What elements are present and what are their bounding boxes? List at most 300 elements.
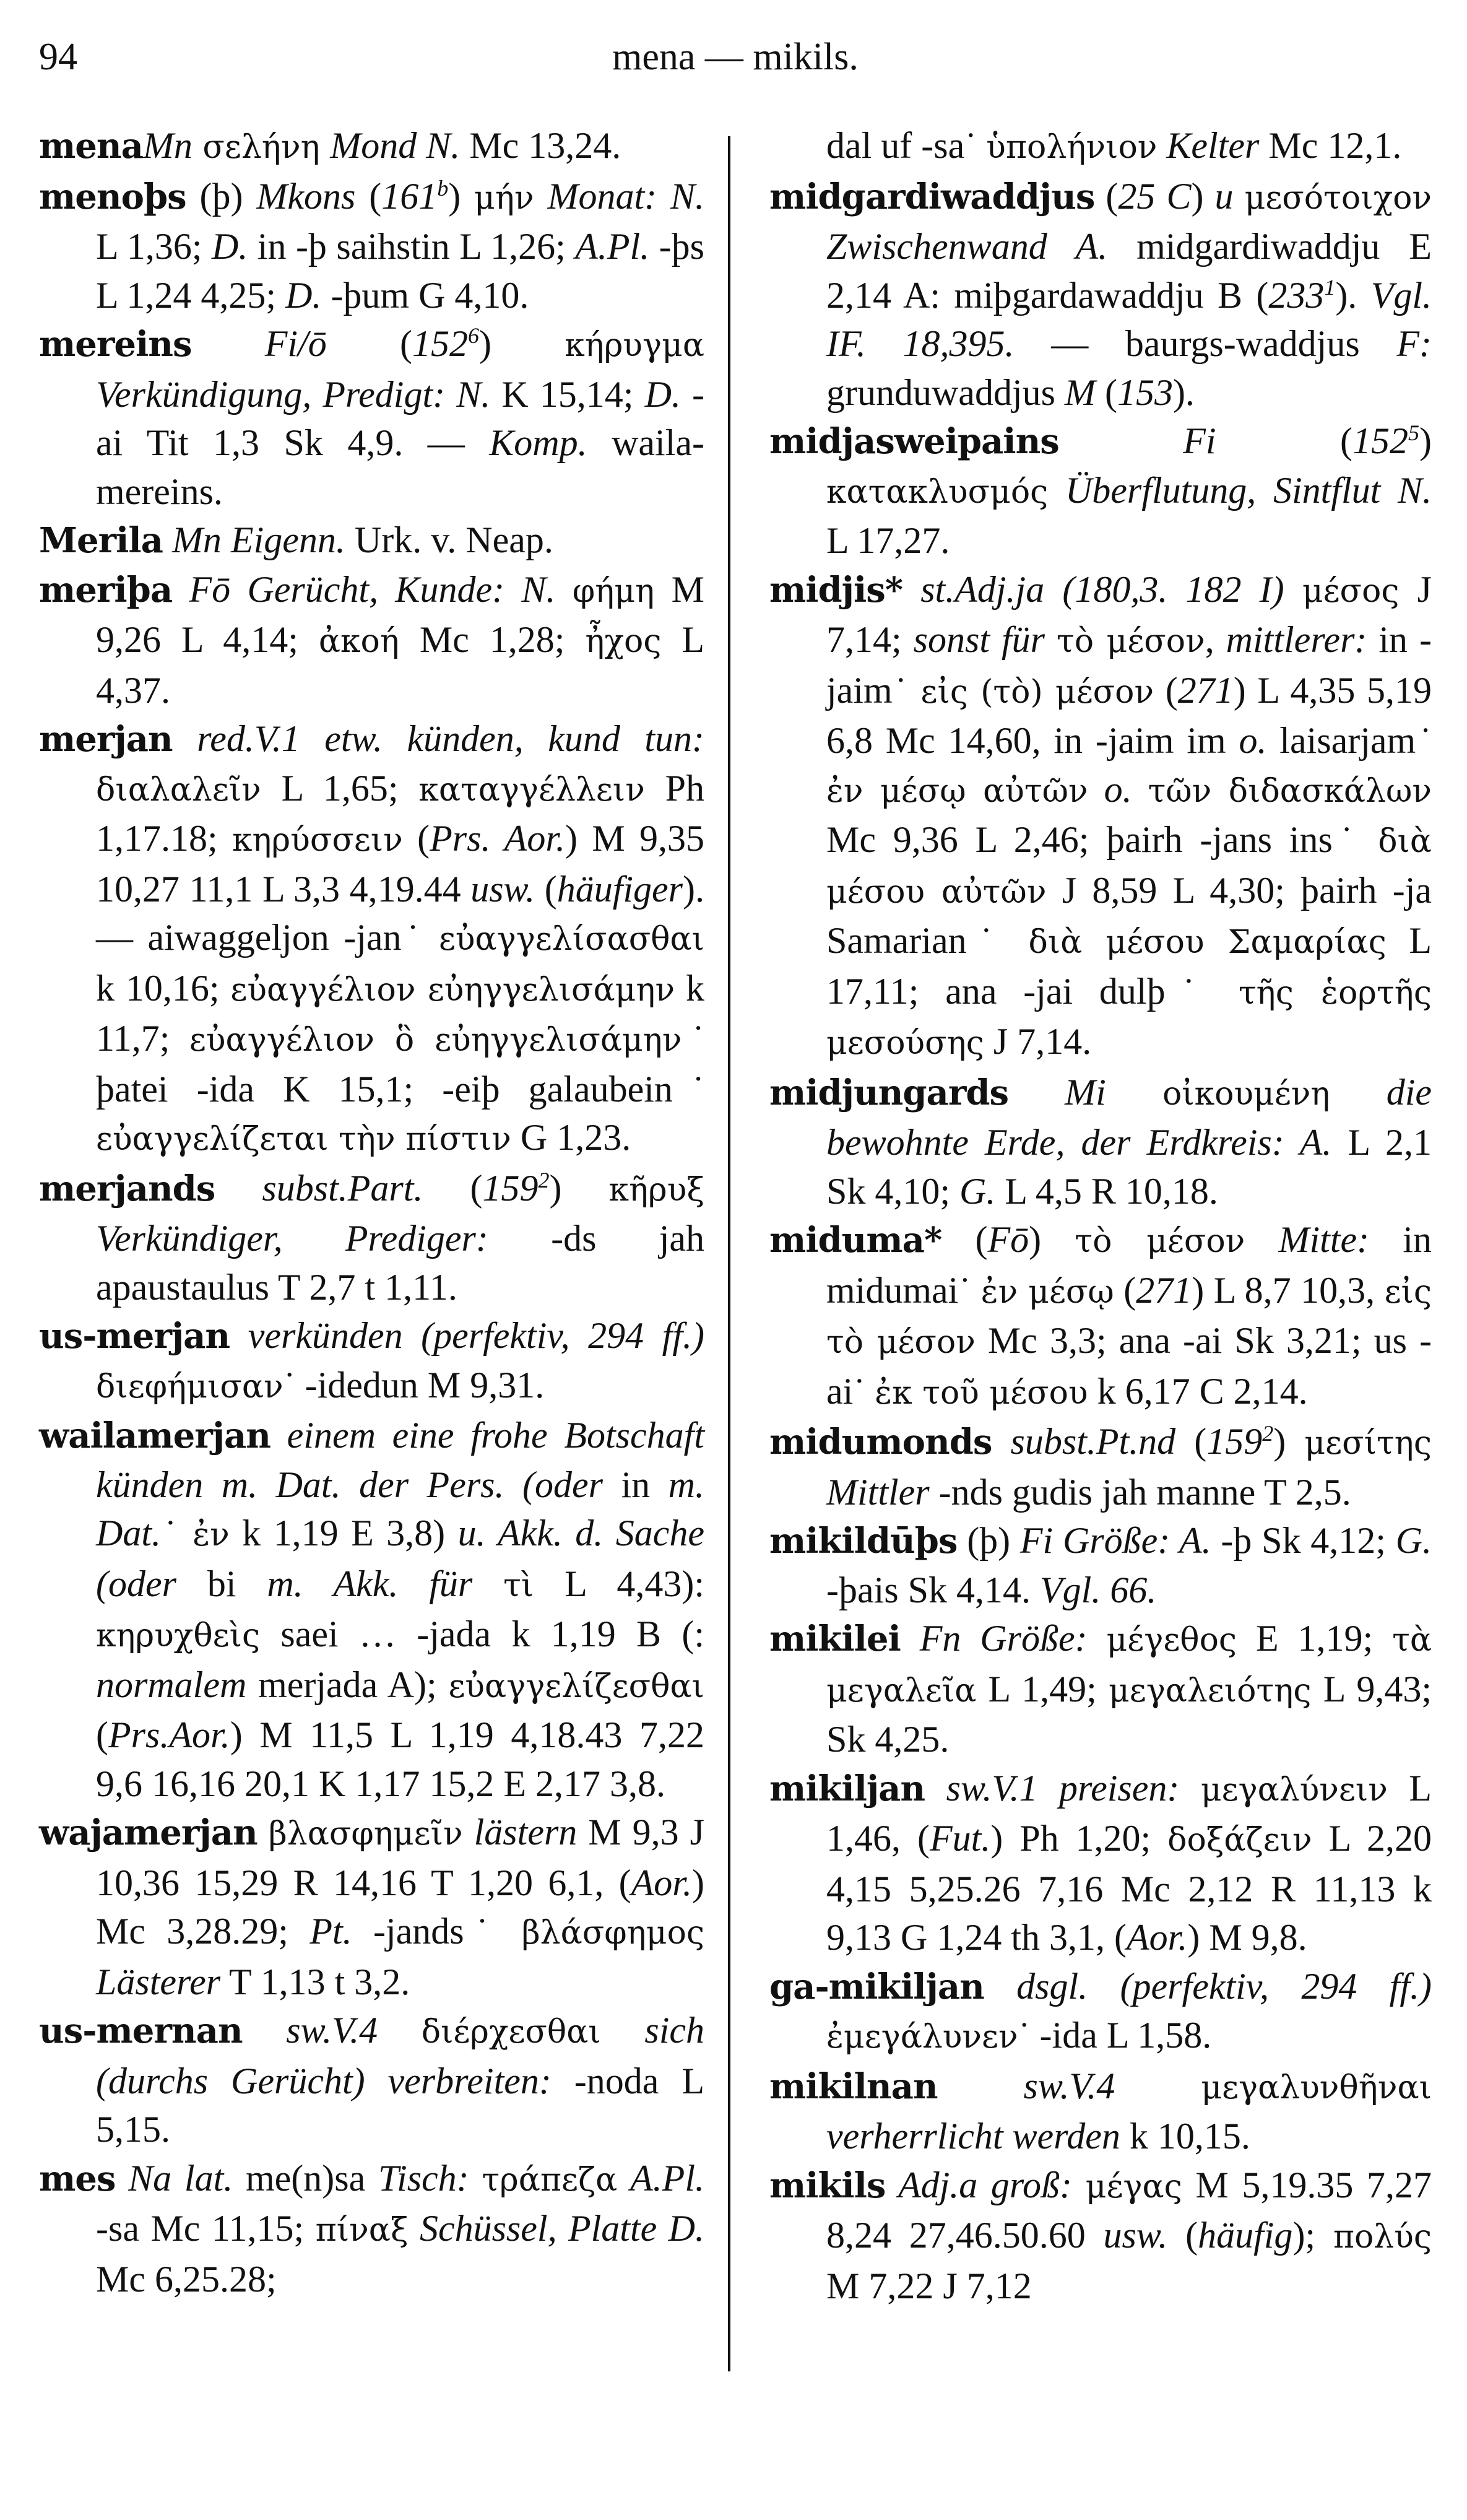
greek-text: πολύς bbox=[1333, 2218, 1432, 2256]
text: , bbox=[1205, 619, 1226, 660]
italic-gloss: A.Pl. bbox=[575, 226, 650, 267]
headword: Merila bbox=[39, 520, 163, 561]
headword: midgardiwaddjus bbox=[769, 176, 1095, 217]
headword: us-mernan bbox=[39, 2010, 243, 2051]
italic-gloss: Überflutung, Sintflut N. bbox=[1065, 469, 1432, 511]
headword: mikiljan bbox=[769, 1768, 925, 1809]
italic-gloss: red.V.1 etw. künden, kund tun: bbox=[172, 718, 704, 759]
text: ). bbox=[1335, 274, 1371, 316]
italic-gloss: M bbox=[1064, 371, 1096, 413]
italic-gloss: Kelter bbox=[1166, 125, 1260, 166]
greek-text: κηρυχθεὶς bbox=[96, 1617, 261, 1654]
greek-text: τὰ μεγαλεῖα bbox=[826, 1622, 1432, 1710]
text: ) bbox=[478, 323, 565, 364]
greek-text: κηρύσσειν bbox=[232, 822, 403, 859]
dictionary-entry bbox=[769, 172, 1432, 417]
italic-gloss: m. Dat. bbox=[96, 1464, 705, 1553]
greek-text: τὸ μέσον bbox=[1056, 623, 1205, 660]
dictionary-entry bbox=[769, 1764, 1432, 1962]
greek-text: μέγας bbox=[1085, 2168, 1182, 2205]
running-head bbox=[39, 32, 1432, 82]
text bbox=[1088, 1618, 1107, 1659]
text: ) bbox=[1029, 1219, 1075, 1260]
dictionary-entry bbox=[39, 2154, 704, 2304]
italic-gloss: u bbox=[1214, 175, 1234, 217]
headword: mes bbox=[39, 2158, 116, 2199]
italic-gloss: Fō Gerücht, Kunde: N. bbox=[172, 568, 556, 610]
greek-text: ἐν μέσῳ bbox=[980, 1273, 1114, 1311]
dictionary-entry bbox=[39, 1311, 704, 1411]
italic-gloss: 271 bbox=[1136, 1269, 1192, 1311]
text bbox=[1284, 569, 1302, 610]
text: grunduwaddjus bbox=[826, 371, 1065, 413]
dictionary-entry bbox=[39, 172, 704, 320]
greek-text: διὰ μέσου αὐτῶν bbox=[826, 823, 1432, 911]
text: ) bbox=[549, 1167, 609, 1209]
page-title: mena — mikils. bbox=[612, 36, 859, 78]
italic-gloss: Fi/ō bbox=[191, 323, 327, 364]
text: J 8,59 L 4,30; þairh -ja Samarian˙ bbox=[826, 869, 1432, 961]
dictionary-entry bbox=[769, 121, 1432, 172]
italic-gloss: normalem bbox=[96, 1664, 247, 1705]
text bbox=[1132, 769, 1148, 810]
text: ) Mc 3,28.29; bbox=[96, 1862, 704, 1952]
italic-gloss: o. bbox=[1239, 720, 1267, 761]
greek-text: διέρχεσθαι bbox=[421, 2014, 601, 2051]
text: laisarjam˙ bbox=[1266, 720, 1432, 761]
greek-text: εἰς (τὸ) μέσον bbox=[920, 673, 1154, 711]
text: k 11,7; bbox=[96, 967, 705, 1059]
italic-gloss: Fi bbox=[1058, 420, 1216, 461]
italic-gloss: mittlerer: bbox=[1226, 619, 1367, 660]
text: L 1,36; bbox=[96, 226, 212, 267]
dictionary-entry bbox=[769, 565, 1432, 1068]
text bbox=[1234, 176, 1245, 217]
text: ( bbox=[1094, 175, 1119, 217]
dictionary-entry bbox=[769, 1516, 1432, 1614]
italic-gloss: Pt. bbox=[309, 1911, 352, 1952]
greek-text: εὐαγγελίζεται τὴν πίστιν bbox=[96, 1121, 511, 1158]
text: merjada A); bbox=[246, 1664, 449, 1705]
italic-gloss: Mond N. bbox=[330, 125, 461, 166]
text: ( bbox=[1175, 1421, 1207, 1462]
text: L 17,11; ana -jai dulþ˙ bbox=[826, 920, 1432, 1012]
text: L 17,27. bbox=[826, 520, 950, 561]
headword: midjungards bbox=[769, 1072, 1009, 1113]
headword: mikilnan bbox=[769, 2066, 938, 2107]
headword: us-merjan bbox=[39, 1316, 230, 1357]
greek-text: ἐκ τοῦ μέσου bbox=[875, 1374, 1088, 1412]
italic-gloss: einem eine frohe Botschaft künden m. Dat. der Pers. (oder bbox=[96, 1415, 704, 1505]
headword: mena bbox=[39, 126, 143, 167]
text bbox=[555, 569, 572, 610]
text: ) bbox=[1419, 420, 1432, 461]
italic-gloss: subst.Part. bbox=[215, 1167, 423, 1209]
italic-gloss: verkünden (perfektiv, 294 ff.) bbox=[230, 1315, 704, 1356]
italic-gloss: Prs. Aor. bbox=[430, 818, 566, 859]
greek-text: κατακλυσμός bbox=[826, 473, 1049, 511]
text bbox=[617, 2158, 630, 2199]
italic-gloss: D. bbox=[285, 274, 322, 316]
italic-gloss: dsgl. (perfektiv, 294 ff.) bbox=[984, 1965, 1432, 2007]
text: M 9,3 J 10,36 15,29 R 14,16 T 1,20 6,1, ( bbox=[96, 1812, 704, 1903]
text: -ds jah apaustaulus T 2,7 t 1,11. bbox=[96, 1218, 704, 1308]
text: L 4,37. bbox=[96, 619, 705, 711]
dictionary-entry bbox=[769, 1417, 1432, 1516]
text: T 1,13 t 3,2. bbox=[220, 1961, 410, 2002]
text: ( bbox=[1167, 2215, 1198, 2256]
text: -nds gudis jah manne T 2,5. bbox=[929, 1471, 1351, 1513]
text bbox=[257, 1812, 269, 1853]
text: k 10,15. bbox=[1120, 2116, 1250, 2157]
dictionary-entry bbox=[769, 417, 1432, 565]
italic-gloss: F: bbox=[1396, 323, 1432, 364]
greek-text: πίναξ bbox=[315, 2212, 409, 2249]
text: ). bbox=[1172, 371, 1195, 413]
italic-gloss: Adj.a groß: bbox=[885, 2164, 1073, 2205]
text: M 9,26 L 4,14; bbox=[96, 568, 704, 660]
greek-text: τῶν διδασκάλων bbox=[1148, 772, 1432, 810]
text: Mc 1,28; bbox=[399, 619, 586, 660]
headword: midjasweipains bbox=[769, 421, 1059, 462]
text: ) bbox=[448, 175, 475, 217]
text: -þais Sk 4,14. bbox=[826, 1569, 1040, 1610]
italic-gloss: Mitte: bbox=[1278, 1219, 1370, 1260]
text: bi bbox=[176, 1563, 267, 1604]
text: L 4,43): bbox=[534, 1563, 705, 1604]
italic-gloss: Monat: N. bbox=[547, 175, 705, 217]
text: K 15,14; bbox=[490, 373, 645, 415]
dictionary-entry bbox=[39, 1164, 704, 1312]
text bbox=[1330, 1072, 1387, 1113]
headword: merjands bbox=[39, 1168, 215, 1209]
text: me(n)sa bbox=[233, 2157, 378, 2199]
text: ( bbox=[941, 1219, 988, 1260]
text: saei … -jada k 1,19 B (: bbox=[260, 1614, 704, 1654]
text: -jands˙ bbox=[352, 1911, 522, 1952]
italic-gloss: 153 bbox=[1117, 371, 1173, 413]
italic-gloss: Fn Größe: bbox=[900, 1618, 1088, 1659]
text: L 1,65; bbox=[261, 767, 419, 809]
text: Mc 13,24. bbox=[460, 125, 621, 166]
text: k 1,19 E 3,8) bbox=[229, 1513, 458, 1553]
headword: wajamerjan bbox=[39, 1812, 257, 1853]
text: ) L 4,35 5,19 6,8 Mc 14,60, in -jaim im bbox=[826, 669, 1432, 761]
greek-text: εὐαγγελίζεσθαι bbox=[448, 1667, 704, 1705]
greek-text: διαλαλεῖν bbox=[96, 771, 261, 809]
greek-text: τῆς ἑορτῆς μεσούσης bbox=[826, 974, 1432, 1062]
italic-gloss: 161 bbox=[381, 175, 438, 217]
greek-text: μέσος bbox=[1302, 572, 1400, 610]
italic-gloss: 271 bbox=[1177, 669, 1234, 711]
text: Mc 3,3; ana -ai Sk 3,21; us -ai˙ bbox=[826, 1320, 1432, 1412]
greek-text: σελήνη bbox=[192, 129, 331, 166]
text: ˙ þatei -ida K 15,1; -eiþ galaubein˙ bbox=[96, 1018, 704, 1110]
text bbox=[1072, 2165, 1086, 2205]
text: ( bbox=[1095, 371, 1117, 413]
text: ( bbox=[96, 1714, 108, 1755]
text: in midumai˙ bbox=[826, 1219, 1432, 1311]
text: ( bbox=[402, 818, 430, 859]
dictionary-entry bbox=[39, 121, 704, 172]
headword: miduma* bbox=[769, 1220, 942, 1261]
text: Urk. v. Neap. bbox=[345, 519, 553, 560]
dictionary-entry bbox=[769, 2161, 1432, 2311]
italic-gloss: st.Adj.ja (180,3. 182 I) bbox=[902, 568, 1284, 610]
text bbox=[1179, 1768, 1200, 1809]
text: midgardiwaddju E 2,14 A: miþgardawaddju B ( bbox=[826, 226, 1432, 316]
text bbox=[469, 2158, 482, 2199]
dictionary-entry bbox=[769, 1962, 1432, 2062]
greek-text: οἰκουμένη bbox=[1162, 1075, 1330, 1113]
italic-gloss: Aor. bbox=[631, 1862, 693, 1903]
greek-text: τὸ μέσον bbox=[1075, 1223, 1245, 1260]
greek-text: διὰ μέσου Σαμαρίας bbox=[1028, 924, 1387, 961]
text: ) L 8,7 10,3, bbox=[1192, 1269, 1385, 1311]
dictionary-entry bbox=[39, 319, 704, 516]
text: ( bbox=[355, 175, 382, 217]
greek-text: εὐαγγέλιον ὃ εὐηγγελισάμην bbox=[189, 1022, 682, 1059]
italic-gloss: lästern bbox=[474, 1812, 578, 1853]
greek-text: διεφήμισαν bbox=[96, 1368, 283, 1406]
greek-text: ἐν bbox=[193, 1516, 230, 1553]
greek-text: μεσότοιχον bbox=[1244, 179, 1432, 217]
dictionary-entry bbox=[39, 2006, 704, 2154]
greek-text: μεγαλειότης bbox=[1108, 1672, 1312, 1710]
text: waila-mereins. bbox=[96, 422, 705, 512]
greek-text: ἐν μέσῳ αὐτῶν bbox=[826, 772, 1088, 810]
text: ) M 11,5 L 1,19 4,18.43 7,22 9,6 16,16 20,1 K 1,17 15,2 E 2,17 3,8. bbox=[96, 1714, 704, 1804]
italic-gloss: Mn Eigenn. bbox=[162, 519, 345, 560]
text bbox=[1106, 1072, 1162, 1113]
italic-gloss: häufiger bbox=[556, 868, 683, 910]
text bbox=[1157, 125, 1166, 166]
page-number: 94 bbox=[39, 36, 77, 78]
italic-gloss: 25 C bbox=[1118, 175, 1192, 217]
text: in -þ saihstin L 1,26; bbox=[248, 226, 576, 267]
italic-gloss: usw. bbox=[1103, 2215, 1168, 2256]
italic-gloss: m. Akk. für bbox=[267, 1563, 473, 1604]
text: -þs L 1,24 4,25; bbox=[96, 226, 704, 316]
right-column bbox=[769, 121, 1432, 2310]
dictionary-entry bbox=[769, 1215, 1432, 1417]
italic-gloss: Mkons bbox=[256, 175, 356, 217]
greek-text: εἰς τὸ μέσον bbox=[826, 1273, 1432, 1361]
italic-gloss: D. bbox=[212, 226, 248, 267]
italic-gloss: Fō bbox=[987, 1219, 1029, 1260]
greek-text: μήν bbox=[474, 179, 534, 217]
text: L 1,49; bbox=[976, 1668, 1109, 1710]
text: L 1,46, ( bbox=[826, 1767, 1432, 1859]
greek-text: τράπεζα bbox=[482, 2161, 618, 2199]
greek-text: καταγγέλλειν bbox=[418, 771, 645, 809]
italic-gloss: sich (durchs Gerücht) verbreiten: bbox=[96, 2010, 705, 2101]
greek-text: ἐμεγάλυνεν bbox=[826, 2018, 1018, 2056]
text: ) M 9,8. bbox=[1187, 1917, 1307, 1958]
italic-gloss: Lästerer bbox=[96, 1961, 221, 2002]
italic-gloss: Vgl. IF. 18,395. bbox=[826, 274, 1432, 364]
italic-gloss: subst.Pt.nd bbox=[992, 1421, 1176, 1462]
superscript: 1 bbox=[1324, 274, 1336, 300]
dictionary-entry bbox=[769, 2062, 1432, 2161]
italic-gloss: sw.V.4 bbox=[937, 2065, 1115, 2106]
text: L 2,20 4,15 5,25.26 7,16 Mc 2,12 R 11,13 k 9,13 G 1,24 th 3,1, ( bbox=[826, 1818, 1432, 1958]
text bbox=[409, 2208, 420, 2249]
text: -ai Tit 1,3 Sk 4,9. — bbox=[96, 373, 705, 463]
headword: ga-mikiljan bbox=[769, 1966, 984, 2007]
text: — baurgs-waddjus bbox=[1014, 323, 1397, 364]
column-divider bbox=[728, 136, 730, 2371]
headword: mikils bbox=[769, 2165, 886, 2206]
left-column bbox=[39, 121, 704, 2303]
text: (þ) bbox=[957, 1520, 1020, 1561]
superscript: b bbox=[437, 175, 449, 201]
text: ( bbox=[326, 323, 412, 364]
italic-gloss: Schüssel, Platte D. bbox=[419, 2208, 704, 2249]
greek-text: κήρυγμα bbox=[565, 327, 705, 364]
dictionary-entry bbox=[769, 1068, 1432, 1216]
italic-gloss: sw.V.1 preisen: bbox=[925, 1767, 1180, 1809]
italic-gloss: Komp. bbox=[489, 422, 587, 463]
greek-text: ὑπολήνιον bbox=[986, 129, 1158, 166]
text: k 6,17 C 2,14. bbox=[1088, 1370, 1308, 1412]
italic-gloss: Aor. bbox=[1126, 1917, 1188, 1958]
italic-gloss: usw. bbox=[470, 868, 535, 910]
text: ( bbox=[1154, 669, 1178, 711]
greek-text: εὐαγγέλιον εὐηγγελισάμην bbox=[230, 971, 675, 1009]
greek-text: μεγαλύνειν bbox=[1200, 1771, 1388, 1809]
text: ˙ bbox=[161, 1513, 193, 1553]
greek-text: ἀκοή bbox=[318, 623, 399, 660]
text bbox=[472, 1563, 503, 1604]
text bbox=[1115, 2066, 1201, 2106]
headword: merjan bbox=[39, 719, 173, 760]
italic-gloss: 233 bbox=[1268, 274, 1325, 316]
italic-gloss: A.Pl. bbox=[630, 2157, 704, 2199]
italic-gloss: sw.V.4 bbox=[242, 2010, 378, 2051]
italic-gloss: die bewohnte Erde, der Erdkreis: A. bbox=[826, 1071, 1432, 1163]
italic-gloss: Tisch: bbox=[378, 2157, 469, 2199]
headword: mikildūþs bbox=[769, 1521, 958, 1562]
italic-gloss: D. bbox=[644, 373, 681, 415]
text bbox=[1048, 470, 1065, 511]
italic-gloss: Mn bbox=[142, 125, 193, 166]
text: ( bbox=[1216, 420, 1353, 461]
text bbox=[534, 176, 548, 217]
italic-gloss: 159 bbox=[482, 1167, 539, 1209]
greek-text: βλάσφημος bbox=[521, 1914, 704, 1952]
text bbox=[463, 1812, 474, 1853]
italic-gloss: Fi Größe: A. bbox=[1019, 1520, 1211, 1561]
text: Ph 1,17.18; bbox=[96, 767, 705, 859]
greek-text: φήμη bbox=[572, 572, 655, 610]
text: ) bbox=[1191, 175, 1215, 217]
text: ); bbox=[1292, 2215, 1333, 2256]
italic-gloss: Zwischenwand A. bbox=[826, 226, 1108, 267]
text: in -jaim˙ bbox=[826, 619, 1432, 711]
text: ˙ -idedun M 9,31. bbox=[283, 1364, 545, 1406]
greek-text: κῆρυξ bbox=[608, 1171, 705, 1209]
italic-gloss: häufig bbox=[1198, 2215, 1293, 2256]
text: Mc 9,36 L 2,46; þairh -jans ins˙ bbox=[826, 819, 1378, 860]
italic-gloss: G. bbox=[959, 1170, 996, 1212]
dictionary-entry bbox=[39, 1411, 704, 1808]
headword: mereins bbox=[39, 324, 192, 365]
italic-gloss: Na lat. bbox=[115, 2157, 233, 2199]
greek-text: τὶ bbox=[503, 1566, 534, 1604]
text: M 5,19.35 7,27 8,24 27,46.50.60 bbox=[826, 2164, 1432, 2256]
headword: meriþa bbox=[39, 569, 173, 610]
italic-gloss: Verkündigung, Predigt: N. bbox=[96, 373, 491, 415]
greek-text: μεγαλυνθῆναι bbox=[1201, 2069, 1432, 2106]
italic-gloss: o. bbox=[1104, 768, 1132, 810]
text: -noda L 5,15. bbox=[96, 2060, 704, 2150]
greek-text: δοξάζειν bbox=[1167, 1822, 1312, 1859]
italic-gloss: Mittler bbox=[826, 1471, 930, 1513]
text: ˙ -ida L 1,58. bbox=[1018, 2015, 1212, 2056]
superscript: 2 bbox=[1262, 1421, 1274, 1446]
italic-gloss: 159 bbox=[1206, 1421, 1263, 1462]
dictionary-entry bbox=[39, 516, 704, 565]
text: ). — aiwaggeljon -jan˙ bbox=[96, 868, 704, 958]
text: L 2,1 Sk 4,10; bbox=[826, 1122, 1432, 1212]
superscript: 2 bbox=[538, 1167, 550, 1193]
headword: midjis* bbox=[769, 569, 903, 610]
text: M 7,22 J 7,12 bbox=[826, 2265, 1032, 2306]
italic-gloss: Mi bbox=[1008, 1071, 1106, 1113]
text: L 4,5 R 10,18. bbox=[995, 1170, 1218, 1212]
text: ( bbox=[535, 868, 557, 910]
dictionary-entry bbox=[769, 1614, 1432, 1764]
italic-gloss: Vgl. 66. bbox=[1040, 1569, 1157, 1610]
superscript: 6 bbox=[467, 323, 479, 348]
greek-text: ἦχος bbox=[585, 623, 662, 660]
text bbox=[1045, 619, 1057, 660]
text: Mc 6,25.28; bbox=[96, 2258, 277, 2300]
text: in bbox=[603, 1464, 669, 1505]
headword: wailamerjan bbox=[39, 1415, 270, 1456]
italic-gloss: G. bbox=[1395, 1520, 1432, 1561]
text: k 10,16; bbox=[96, 967, 231, 1009]
italic-gloss: sonst für bbox=[913, 619, 1045, 660]
text bbox=[378, 2010, 422, 2051]
headword: midumonds bbox=[769, 1422, 992, 1462]
text: ( bbox=[1114, 1269, 1136, 1311]
text: ) M 9,35 10,27 11,1 L 3,3 4,19.44 bbox=[96, 818, 704, 910]
text: E 1,19; bbox=[1237, 1618, 1393, 1659]
greek-text: βλασφημεῖν bbox=[268, 1815, 463, 1853]
dictionary-entry bbox=[39, 1808, 704, 2006]
italic-gloss: 152 bbox=[1352, 420, 1409, 461]
text: Mc 12,1. bbox=[1259, 125, 1402, 166]
text: -sa Mc 11,15; bbox=[96, 2208, 316, 2249]
italic-gloss: Fut. bbox=[929, 1818, 991, 1859]
text bbox=[601, 2010, 645, 2051]
text: (þ) bbox=[186, 175, 257, 217]
headword: menoþs bbox=[39, 176, 186, 217]
text: ) Ph 1,20; bbox=[990, 1818, 1168, 1859]
text: G 1,23. bbox=[511, 1117, 631, 1158]
headword: mikilei bbox=[769, 1618, 901, 1659]
text: -þum G 4,10. bbox=[321, 274, 529, 316]
text bbox=[1088, 769, 1104, 810]
text: L 9,43; Sk 4,25. bbox=[826, 1668, 1432, 1760]
italic-gloss: Prs.Aor. bbox=[108, 1714, 230, 1755]
greek-text: μέγεθος bbox=[1106, 1622, 1237, 1659]
text: ( bbox=[423, 1167, 483, 1209]
greek-text: εὐαγγελίσασθαι bbox=[438, 921, 704, 958]
text: dal uf -sa˙ bbox=[826, 125, 987, 166]
